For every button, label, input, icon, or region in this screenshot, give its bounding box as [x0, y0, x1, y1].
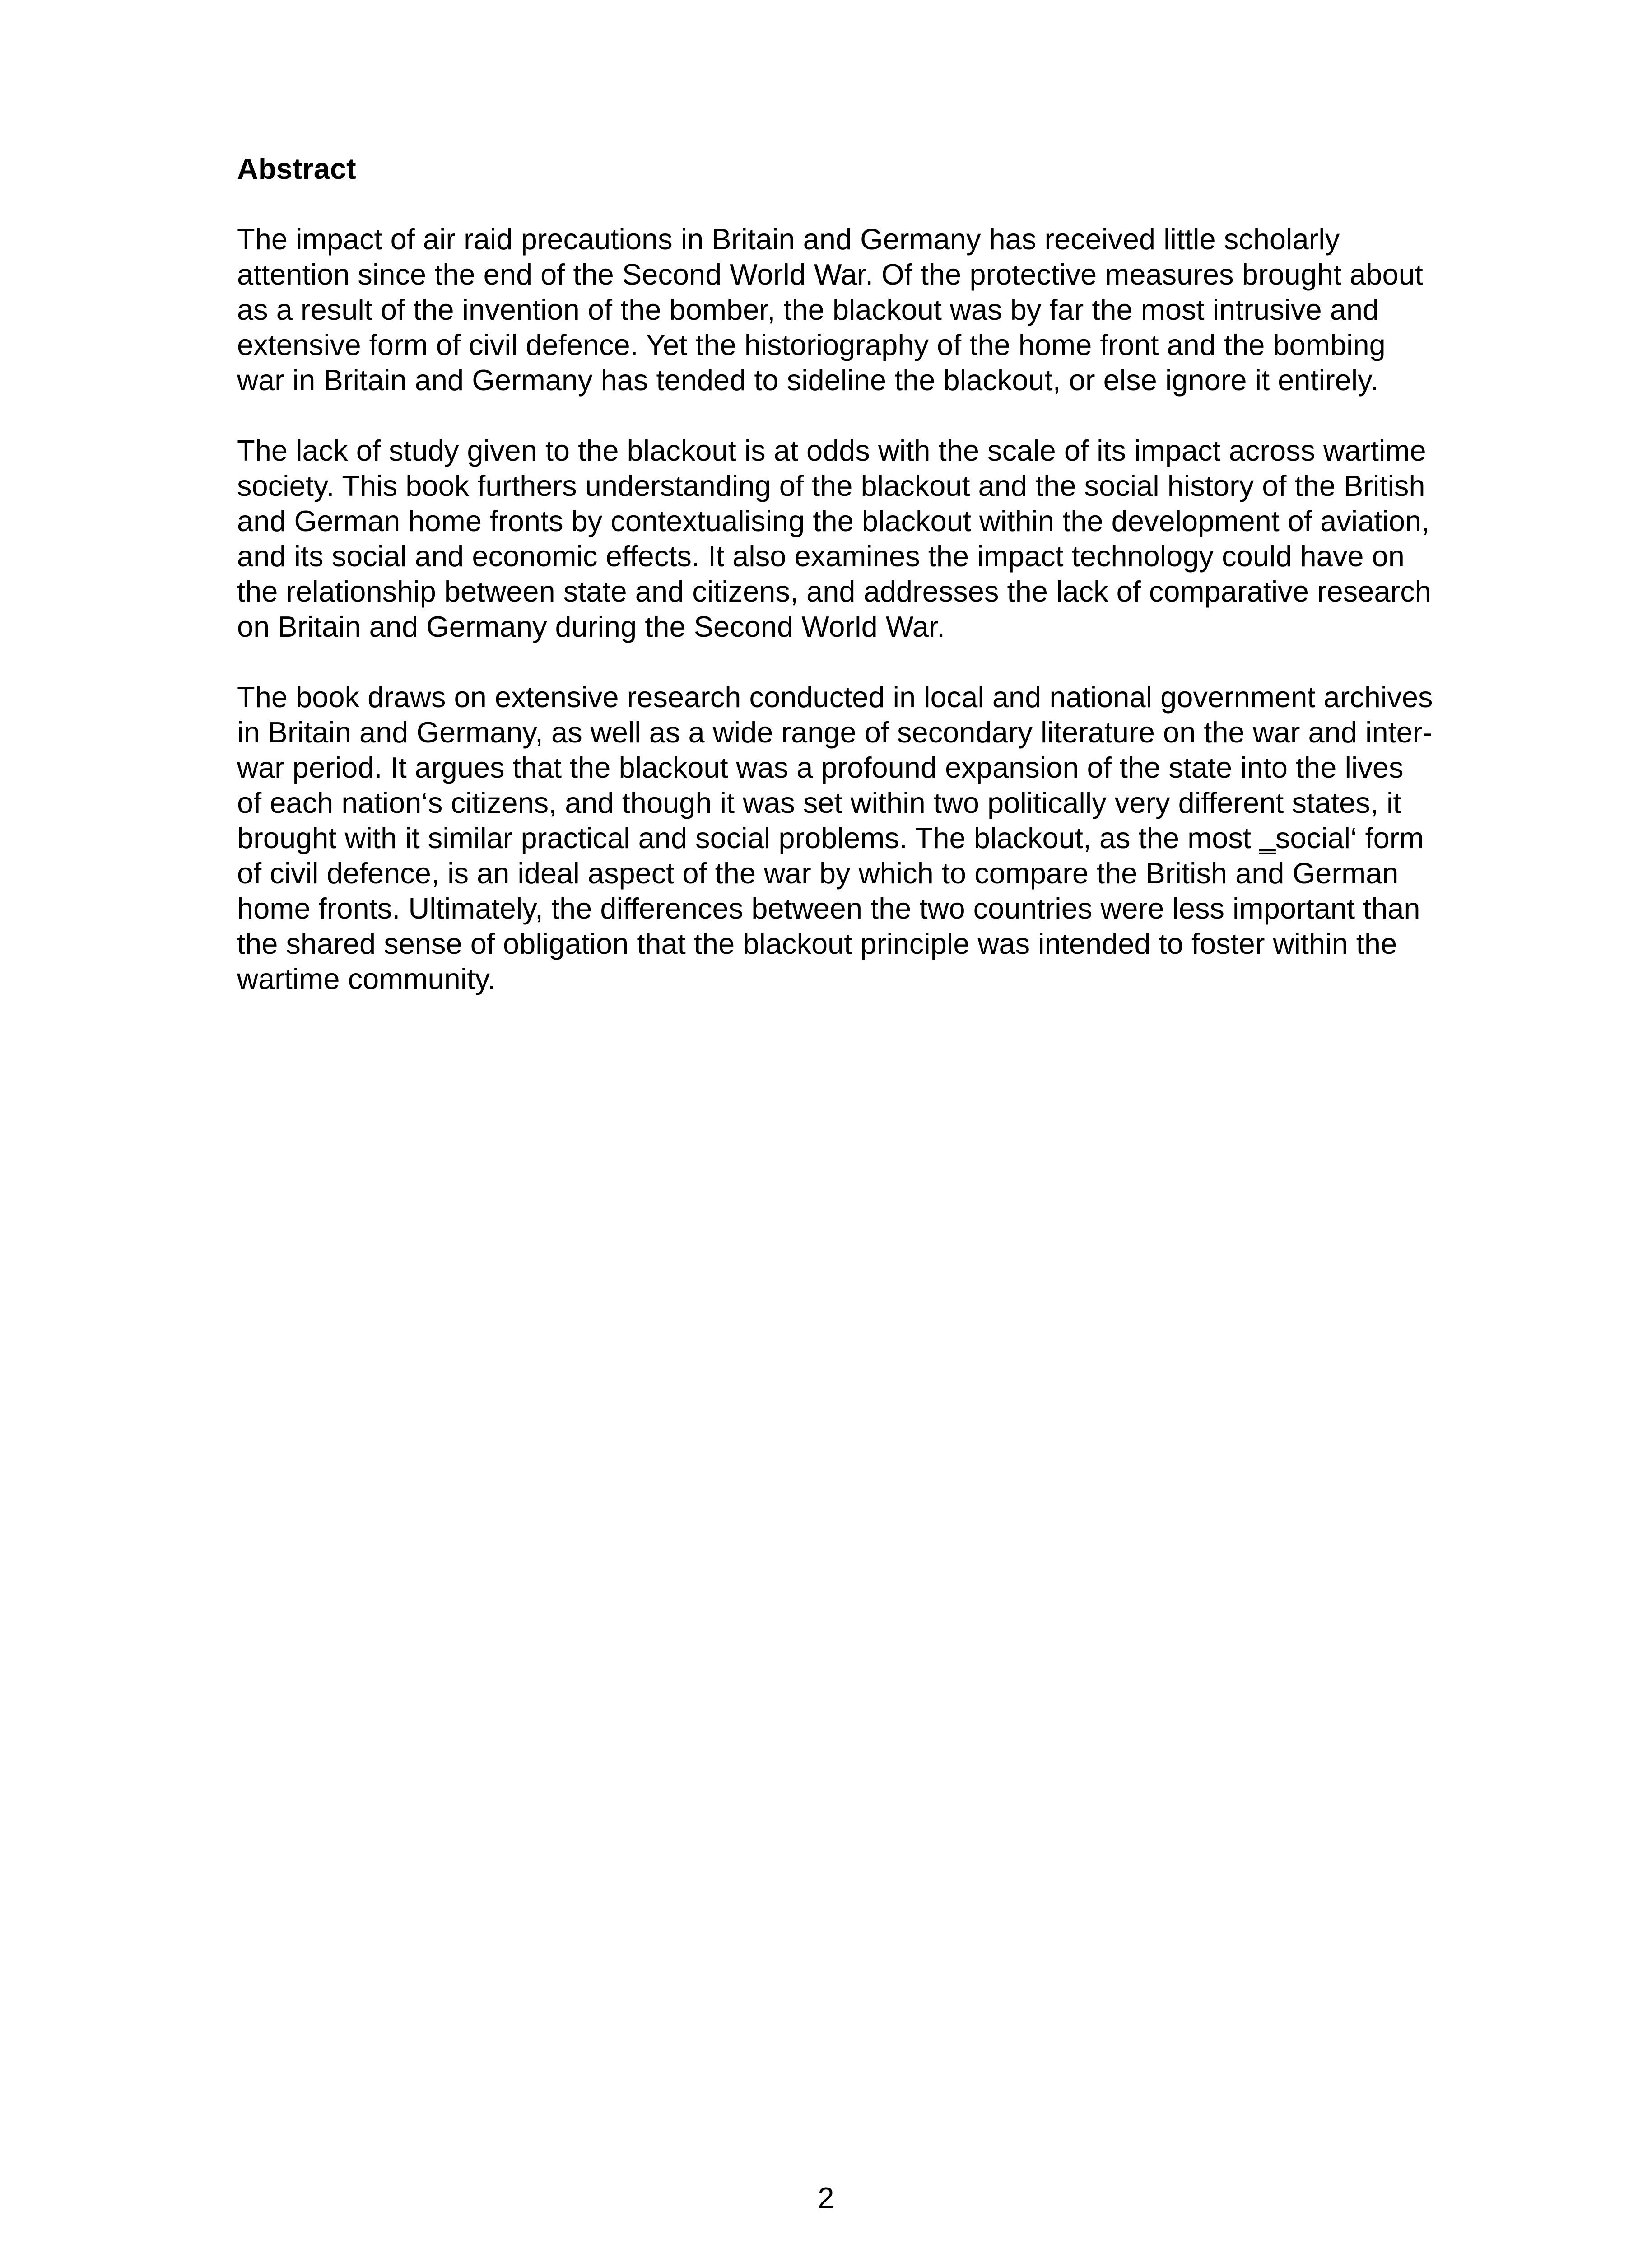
- paragraph-3: The book draws on extensive research conducted in local and national government archives in Britain and Germany, as well as a wide range of secondary literature on the war and inter-war period. It argues that the blackout was a profound expansion of the state into the lives of each nation‘s citizens, and though it was set within two politically very different states, it brought with it similar practical and social problems. The blackout, as the most ‗social‘ form of civil defence, is an ideal aspect of the war by which to compare the British and German home fronts. Ultimately, the differences between the two countries were less important than the shared sense of obligation that the blackout principle was intended to foster within the wartime community.: [237, 681, 1433, 995]
- section-heading: Abstract: [237, 152, 356, 185]
- page-number: 2: [818, 2181, 834, 2214]
- paragraph-2: The lack of study given to the blackout is at odds with the scale of its impact across wartime society. This book furthers understanding of the blackout and the social history of the British and German home fronts by contextualising the blackout within the development of aviation, and its social and economic effects. It also examines the impact technology could have on the relationship between state and citizens, and addresses the lack of comparative research on Britain and Germany during the Second World War.: [237, 434, 1431, 643]
- paragraph-1: The impact of air raid precautions in Britain and Germany has received little scholarly attention since the end of the Second World War. Of the protective measures brought about as a result of the invention of the bomber, the blackout was by far the most intrusive and extensive form of civil defence. Yet the historiography of the home front and the bombing war in Britain and Germany has tended to sideline the blackout, or else ignore it entirely.: [237, 223, 1423, 397]
- page-content: [237, 151, 1433, 1032]
